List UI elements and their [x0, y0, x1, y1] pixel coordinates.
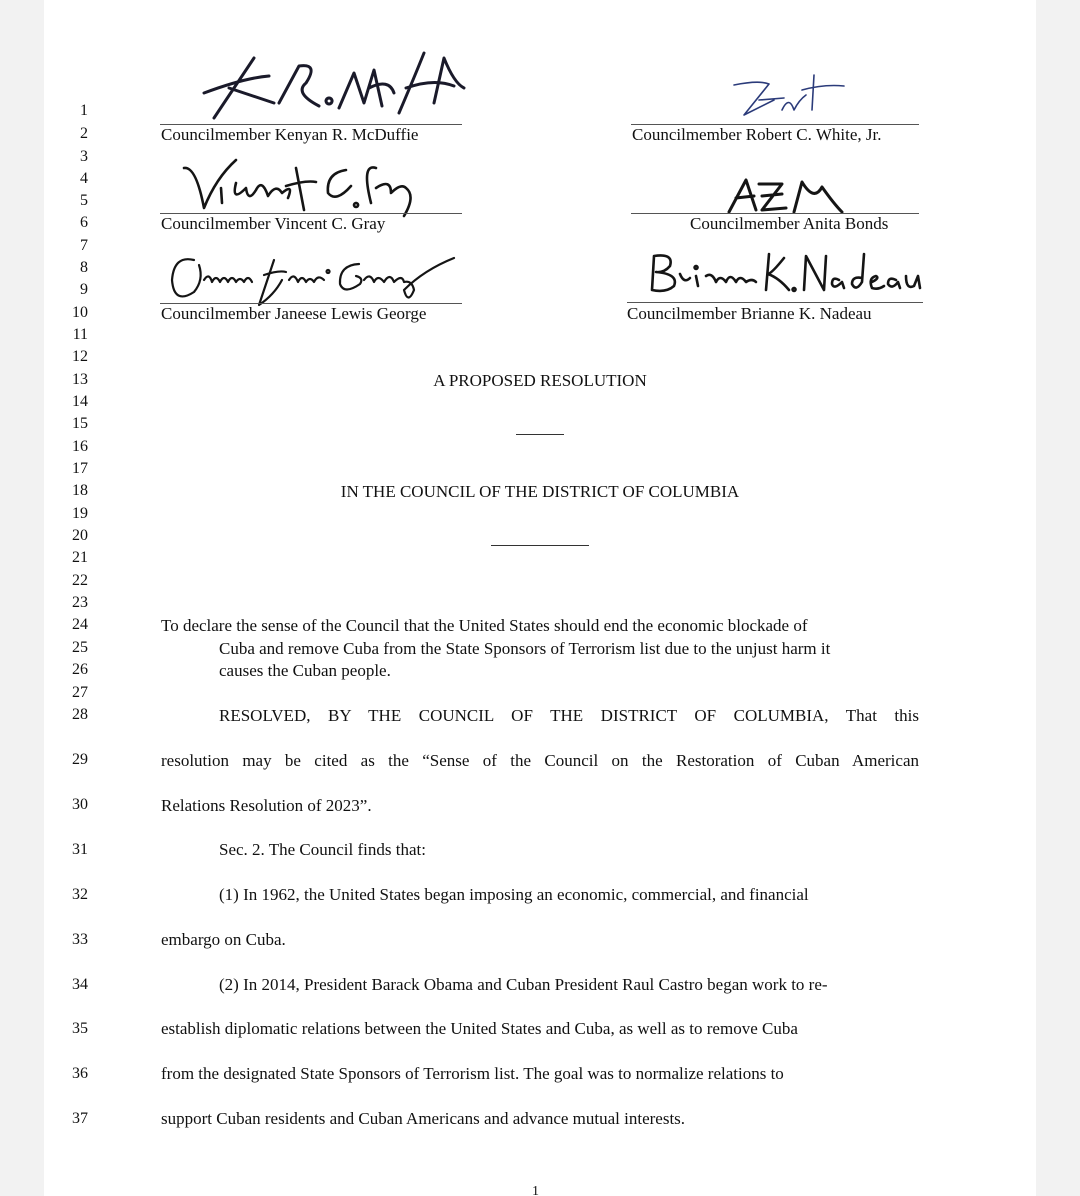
- line-number: 9: [80, 281, 88, 298]
- long-title-line: Cuba and remove Cuba from the State Sponsors of Terrorism list due to the unjust harm it: [219, 639, 831, 658]
- line-number: 26: [72, 661, 88, 678]
- council-heading: IN THE COUNCIL OF THE DISTRICT OF COLUMBIA: [340, 482, 740, 501]
- signer-name-mcduffie: Councilmember Kenyan R. McDuffie: [161, 125, 419, 144]
- line-number: 37: [72, 1110, 88, 1127]
- signer-name-lewis-george: Councilmember Janeese Lewis George: [161, 304, 427, 323]
- bill-number-line: [516, 434, 564, 435]
- line-number: 5: [80, 192, 88, 209]
- section-heading: Sec. 2. The Council finds that:: [219, 840, 426, 859]
- line-number: 7: [80, 237, 88, 254]
- line-number: 36: [72, 1065, 88, 1082]
- line-number: 33: [72, 931, 88, 948]
- line-number: 29: [72, 751, 88, 768]
- line-number: 13: [72, 371, 88, 388]
- document-page: [44, 0, 1036, 1196]
- body-line: establish diplomatic relations between the United States and Cuba, as well as to remove Cuba: [161, 1019, 798, 1038]
- line-number: 12: [72, 348, 88, 365]
- line-number: 17: [72, 460, 88, 477]
- signer-name-gray: Councilmember Vincent C. Gray: [161, 214, 386, 233]
- line-number: 32: [72, 886, 88, 903]
- line-number: 21: [72, 549, 88, 566]
- line-number: 35: [72, 1020, 88, 1037]
- signer-name-nadeau: Councilmember Brianne K. Nadeau: [627, 304, 872, 323]
- body-line: (1) In 1962, the United States began imposing an economic, commercial, and financial: [219, 885, 809, 904]
- line-number: 27: [72, 684, 88, 701]
- signature-gray: [176, 148, 416, 218]
- line-number: 18: [72, 482, 88, 499]
- line-number: 6: [80, 214, 88, 231]
- line-number: 16: [72, 438, 88, 455]
- line-number: 20: [72, 527, 88, 544]
- body-line: RESOLVED, BY THE COUNCIL OF THE DISTRICT OF COLUMBIA, That this: [219, 706, 919, 725]
- signer-name-white: Councilmember Robert C. White, Jr.: [632, 125, 882, 144]
- line-number: 24: [72, 616, 88, 633]
- line-number: 4: [80, 170, 88, 187]
- line-number: 15: [72, 415, 88, 432]
- page-number: 1: [532, 1184, 539, 1196]
- line-number: 3: [80, 148, 88, 165]
- line-number: 1: [80, 102, 88, 119]
- line-number: 14: [72, 393, 88, 410]
- line-number: 10: [72, 304, 88, 321]
- line-number: 23: [72, 594, 88, 611]
- long-title-line: To declare the sense of the Council that the United States should end the economic blockade of: [161, 616, 808, 635]
- line-number: 2: [80, 125, 88, 142]
- line-number: 25: [72, 639, 88, 656]
- body-line: (2) In 2014, President Barack Obama and Cuban President Raul Castro began work to re-: [219, 975, 828, 994]
- body-line: Relations Resolution of 2023”.: [161, 796, 372, 815]
- signature-mcduffie: [194, 48, 474, 128]
- council-divider-line: [491, 545, 589, 546]
- proposed-resolution-heading: A PROPOSED RESOLUTION: [433, 371, 647, 390]
- line-number: 8: [80, 259, 88, 276]
- long-title-line: causes the Cuban people.: [219, 661, 391, 680]
- signature-white: [714, 70, 854, 120]
- line-number: 19: [72, 505, 88, 522]
- signature-line: [627, 302, 923, 303]
- line-number: 11: [72, 326, 88, 343]
- signer-name-bonds: Councilmember Anita Bonds: [690, 214, 889, 233]
- body-line: from the designated State Sponsors of Terrorism list. The goal was to normalize relations to: [161, 1064, 784, 1083]
- line-number: 30: [72, 796, 88, 813]
- body-line: resolution may be cited as the “Sense of the Council on the Restoration of Cuban American: [161, 751, 919, 770]
- line-number: 28: [72, 706, 88, 723]
- line-number: 31: [72, 841, 88, 858]
- body-line: embargo on Cuba.: [161, 930, 286, 949]
- body-line: support Cuban residents and Cuban Americans and advance mutual interests.: [161, 1109, 686, 1128]
- signature-nadeau: [644, 248, 934, 298]
- line-number: 34: [72, 976, 88, 993]
- signature-lewis-george: [164, 250, 464, 310]
- line-number: 22: [72, 572, 88, 589]
